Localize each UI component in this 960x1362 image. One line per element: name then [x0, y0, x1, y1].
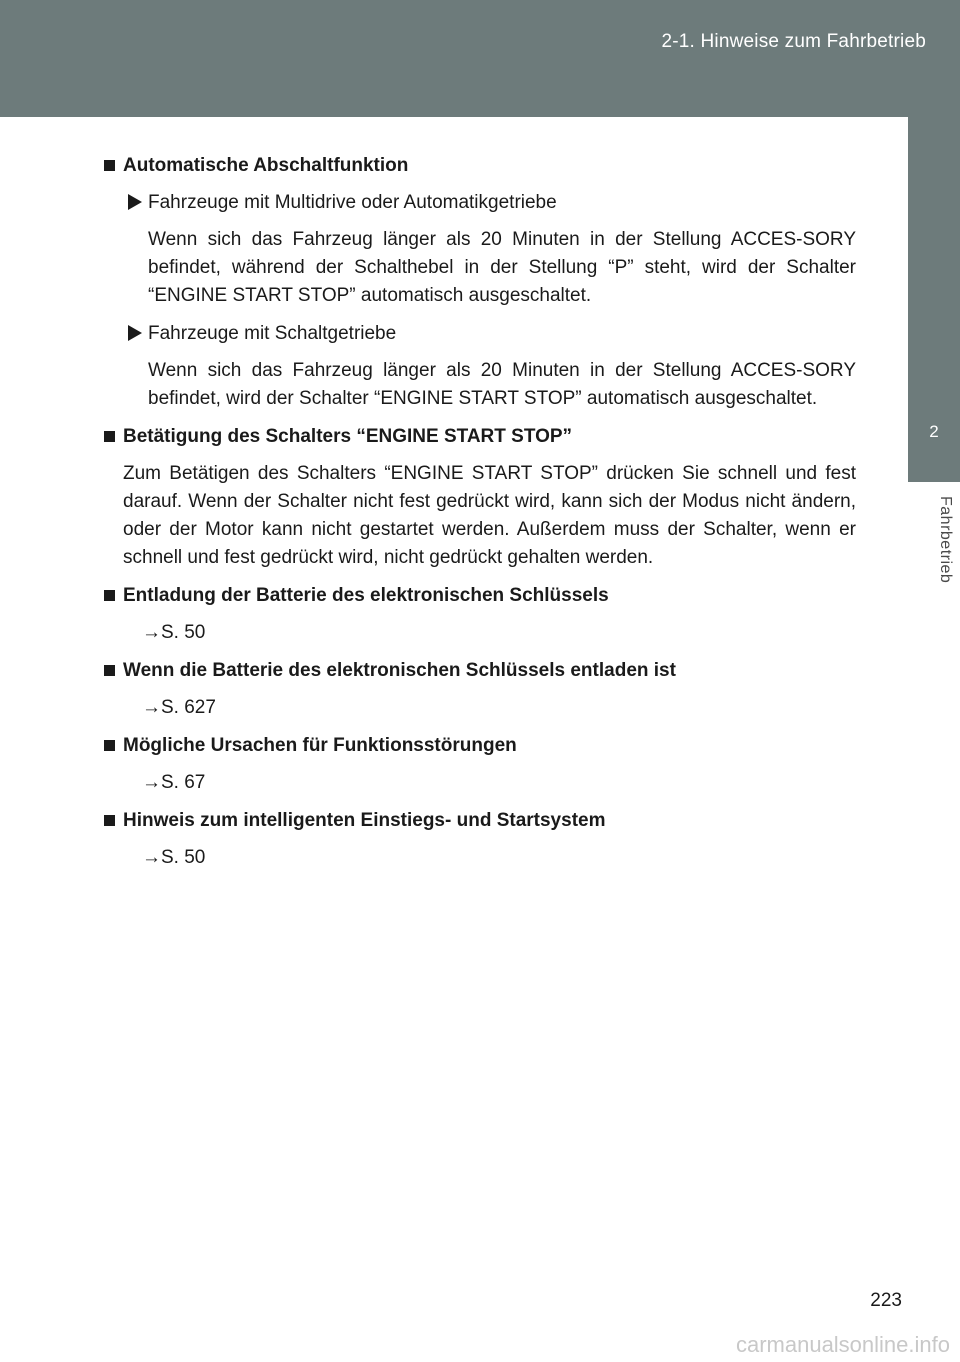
paragraph: Wenn sich das Fahrzeug länger als 20 Minuten in der Stellung ACCES-SORY befindet, wird der Schalter “ENGINE START STOP” automatisch ausgeschaltet.	[148, 360, 856, 409]
square-bullet-icon	[104, 815, 115, 826]
chapter-label: Fahrbetrieb	[937, 496, 954, 584]
main-content	[104, 152, 856, 882]
page-reference: →S. 67	[142, 772, 206, 793]
triangle-bullet-icon	[128, 194, 142, 210]
watermark: carmanualsonline.info	[735, 1332, 950, 1357]
section-title: Mögliche Ursachen für Funktionsstörungen	[104, 732, 856, 759]
page-reference: →S. 50	[142, 622, 206, 643]
square-bullet-icon	[104, 160, 115, 171]
square-bullet-icon	[104, 590, 115, 601]
chapter-tab	[908, 117, 960, 482]
page-number: 223	[870, 1290, 902, 1311]
page-reference: →S. 50	[142, 847, 206, 868]
page-header	[0, 0, 960, 117]
page-reference: →S. 627	[142, 697, 216, 718]
paragraph: Zum Betätigen des Schalters “ENGINE START STOP” drücken Sie schnell und fest darauf. Wenn der Schalter nicht fest gedrückt wird, kann sich der Modus nicht ändern, oder der Motor kann nicht gestartet werden. Außerdem muss der Schalter, wenn er schnell und fest gedrückt wird, nicht gedrückt gehalten werden.	[123, 463, 856, 568]
section-title: Hinweis zum intelligenten Einstiegs- und Startsystem	[104, 807, 856, 834]
sub-heading: Fahrzeuge mit Multidrive oder Automatikgetriebe	[128, 189, 856, 216]
square-bullet-icon	[104, 740, 115, 751]
triangle-bullet-icon	[128, 325, 142, 341]
section-title: Wenn die Batterie des elektronischen Schlüssels entladen ist	[104, 657, 856, 684]
square-bullet-icon	[104, 431, 115, 442]
chapter-number: 2	[929, 422, 939, 441]
sub-heading: Fahrzeuge mit Schaltgetriebe	[128, 320, 856, 347]
header-title: 2-1. Hinweise zum Fahrbetrieb	[661, 31, 926, 52]
square-bullet-icon	[104, 665, 115, 676]
section-title: Entladung der Batterie des elektronischen Schlüssels	[104, 582, 856, 609]
paragraph: Wenn sich das Fahrzeug länger als 20 Minuten in der Stellung ACCES-SORY befindet, während der Schalthebel in der Stellung “P” steht, wird der Schalter “ENGINE START STOP” automatisch ausgeschaltet.	[148, 229, 856, 306]
section-title: Betätigung des Schalters “ENGINE START STOP”	[104, 423, 856, 450]
section-title: Automatische Abschaltfunktion	[104, 152, 856, 179]
